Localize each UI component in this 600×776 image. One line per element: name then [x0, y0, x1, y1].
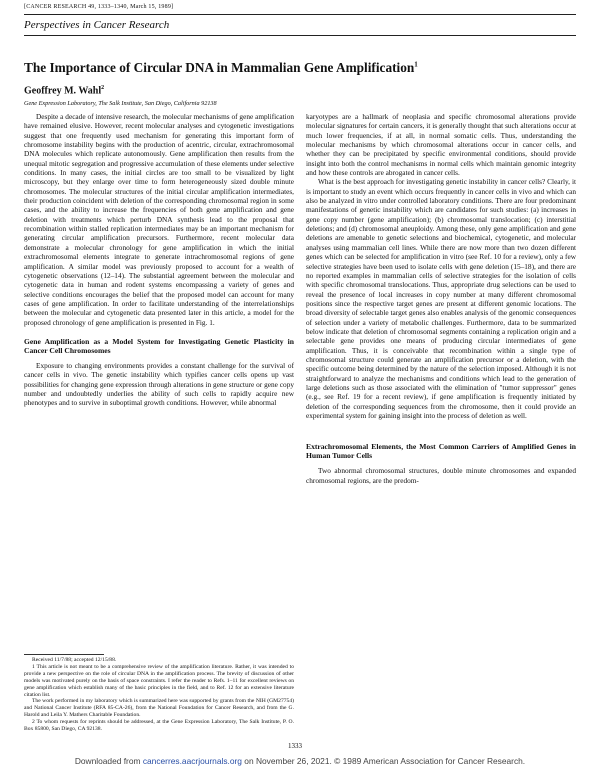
section-rule: [24, 35, 576, 36]
journal-citation: [CANCER RESEARCH 49, 1333–1340, March 15, 1989]: [24, 4, 174, 10]
article-title: The Importance of Circular DNA in Mammalian Gene Amplification$^1$: [24, 60, 418, 75]
download-suffix: on November 26, 2021. © 1989 American Association for Cancer Research.: [244, 756, 526, 766]
section-label: Perspectives in Cancer Research: [24, 19, 170, 31]
download-footer: [0, 756, 600, 766]
abstract: [24, 112, 294, 327]
section-body: Exposure to changing environments provides a constant challenge for the survival of cancer cells in vivo. The genetic instability which typifies cancer cells opens up vast possibilities for changing gene expression through alterations in gene structure or gene copy number and undoubtedly underlies the ability of such cells to rapidly acquire new phenotypes and to survive in suboptimal growth conditions. However, while abnormal: [24, 360, 294, 408]
author-affiliation: Gene Expression Laboratory, The Salk Institute, San Diego, California 92138: [24, 100, 217, 107]
footnotes: [24, 654, 294, 733]
footnote-funding: The work performed in my laboratory which is summarized here was supported by grants from the NIH (GM27754) and National Cancer Institute (RFA 85-CA-26), from the National Foundation for Cancer Research, and from the G. Harold and Leila Y. Mathers Charitable Foundation.: [24, 698, 294, 719]
download-prefix: Downloaded from: [74, 756, 141, 766]
footnote-received: Received 11/7/88; accepted 12/15/88.: [32, 657, 117, 663]
section-heading-extrachromosomal: Extrachromosomal Elements, the Most Common Carriers of Amplified Genes in Human Tumor Cells: [306, 442, 576, 461]
page-number: 1333: [288, 742, 302, 750]
footnote-rule: [24, 654, 104, 655]
download-link[interactable]: cancerres.aacrjournals.org: [142, 756, 242, 766]
right-column: [306, 112, 576, 485]
paragraph-approach: What is the best approach for investigating genetic instability in cancer cells? Clearly, it is important to study an event which occurs frequently in cancer cells in vivo and which can also be analyzed in vitro under controlled laboratory conditions. There are four predominant manifestations of genetic instability which are candidates for such studies: (a) increases in gene copy number (gene amplification); (b) chromosomal translocation; (c) interstitial deletions; and (d) chromosomal aneuploidy. Among these, only gene amplification and gene deletions are amenable to genetic selections and biochemical, cytogenetic, and molecular analyses using mammalian cell lines. While there are now more than two dozen different genes which can be selected for amplification in vitro (see Ref. 10 for a review), only a few selective strategies have been used to isolate cells with gene deletion (15–18), and there are no reported examples in mammalian cells of selective strategies for the isolation of cells with specific chromosomal translocations. Thus, appropriate drug selections can be used to reveal the presence of local increases in copy number at many different chromosomal positions since the respective target genes are present at different genomic locations. The broad diversity of selectable target genes also enables analysis of the genomic consequences of selection under a variety of metabolic challenges. Furthermore, data to be summarized below indicate that deletion of chromosomal segments containing a replication origin and a selectable gene provides one means of producing circular intermediates of gene amplification. Thus, it is conceivable that recombination within a single type of chromosomal structure could generate an amplification precursor or a deletion, with the specific outcome being determined by the nature of the selection imposed. Although it is not straightforward to analyze the mechanisms and conditions which lead to the generation of large deletions such as those associated with the elimination of "tumor suppressor" genes (e.g., see Ref. 19 for a recent review), if gene amplification is frequently initiated by deletion of the corresponding sequences from the chromosome, then it could provide an experimental system for gaining insight into the process of deletion as well.: [306, 177, 576, 420]
header-rule: [24, 14, 576, 15]
paragraph-structures: Two abnormal chromosomal structures, double minute chromosomes and expanded chromosomal regions, are the predom-: [306, 466, 576, 485]
footnote-1: 1 This article is not meant to be a comprehensive review of the amplification literature. Rather, it was intended to provide a new perspective on the role of circular DNA in the amplification process. The brevity of discussion of other models was motivated purely on the basis of space constraints. I refer the reader to Refs. 1–11 for excellent reviews on gene amplification which establish many of the basic principles in the field, and to Ref. 12 for an extensive literature citation list.: [24, 663, 294, 698]
section-heading-gene-amplification: Gene Amplification as a Model System for Investigating Genetic Plasticity in Cancer Cell Chromosomes: [24, 336, 294, 355]
left-column: [24, 112, 294, 408]
author-name: Geoffrey M. Wahl$^2$: [24, 85, 105, 97]
paragraph-karyotypes: karyotypes are a hallmark of neoplasia and specific chromosomal alterations provide molecular signatures for certain cancers, it is generally thought that such alterations occur at much lower frequencies, if at all, in normal somatic cells. Thus, understanding the molecular mechanisms by which chromosomal alterations occur in cancer cells, and whether they can be precipitated by specific environmental conditions, should provide insight into both the control mechanisms in normal cells which maintain genomic integrity and how these controls are abrogated in cancer cells.: [306, 112, 576, 178]
footnote-2: 2 To whom requests for reprints should be addressed, at the Gene Expression Laboratory, The Salk Institute, P. O. Box 85800, San Diego, CA 92138.: [24, 719, 294, 733]
abstract-text: Despite a decade of intensive research, the molecular mechanisms of gene amplification have remained elusive. However, recent molecular analyses and cytogenetic investigations suggest that one frequently used mechanism for generating this important form of chromosome instability begins with the production of acentric, circular, extrachromosomal DNA molecules which replicate autonomously. Gene amplification then results from the unequal mitotic segregation and progressive accumulation of these elements under selective conditions. In many cases, the initial circles are too small to be visualized by light microscopy, but they enlarge over time to form heterogeneously sized double minute chromosomes. The molecular structures of the initial circular amplification intermediates, their production coincident with deletion of the corresponding chromosomal region in some cases, and the ability to increase the frequencies of both gene amplification and gene deletion with treatments which perturb DNA synthesis lead to the proposal that recombination within stalled replication intermediates may be an important mechanism for generating circular amplification precursors. Furthermore, recent molecular data demonstrate a molecular chronology for gene amplification in which the initial extrachromosomal elements integrate to generate intrachromosomal regions of gene amplification. A similar model was previously proposed to account for a wealth of cytogenetic observations (12–14). The substantial agreement between the molecular and cytogenetic data in human and rodent systems encompassing a variety of genes and selective conditions encourages the belief that the proposed model can account for many cases of gene amplification. In order to facilitate understanding of the interrelationships between the molecular and cytogenetic data presented later in this article, a model for the proposed chronology of gene amplification is presented in Fig. 1.: [24, 112, 294, 327]
